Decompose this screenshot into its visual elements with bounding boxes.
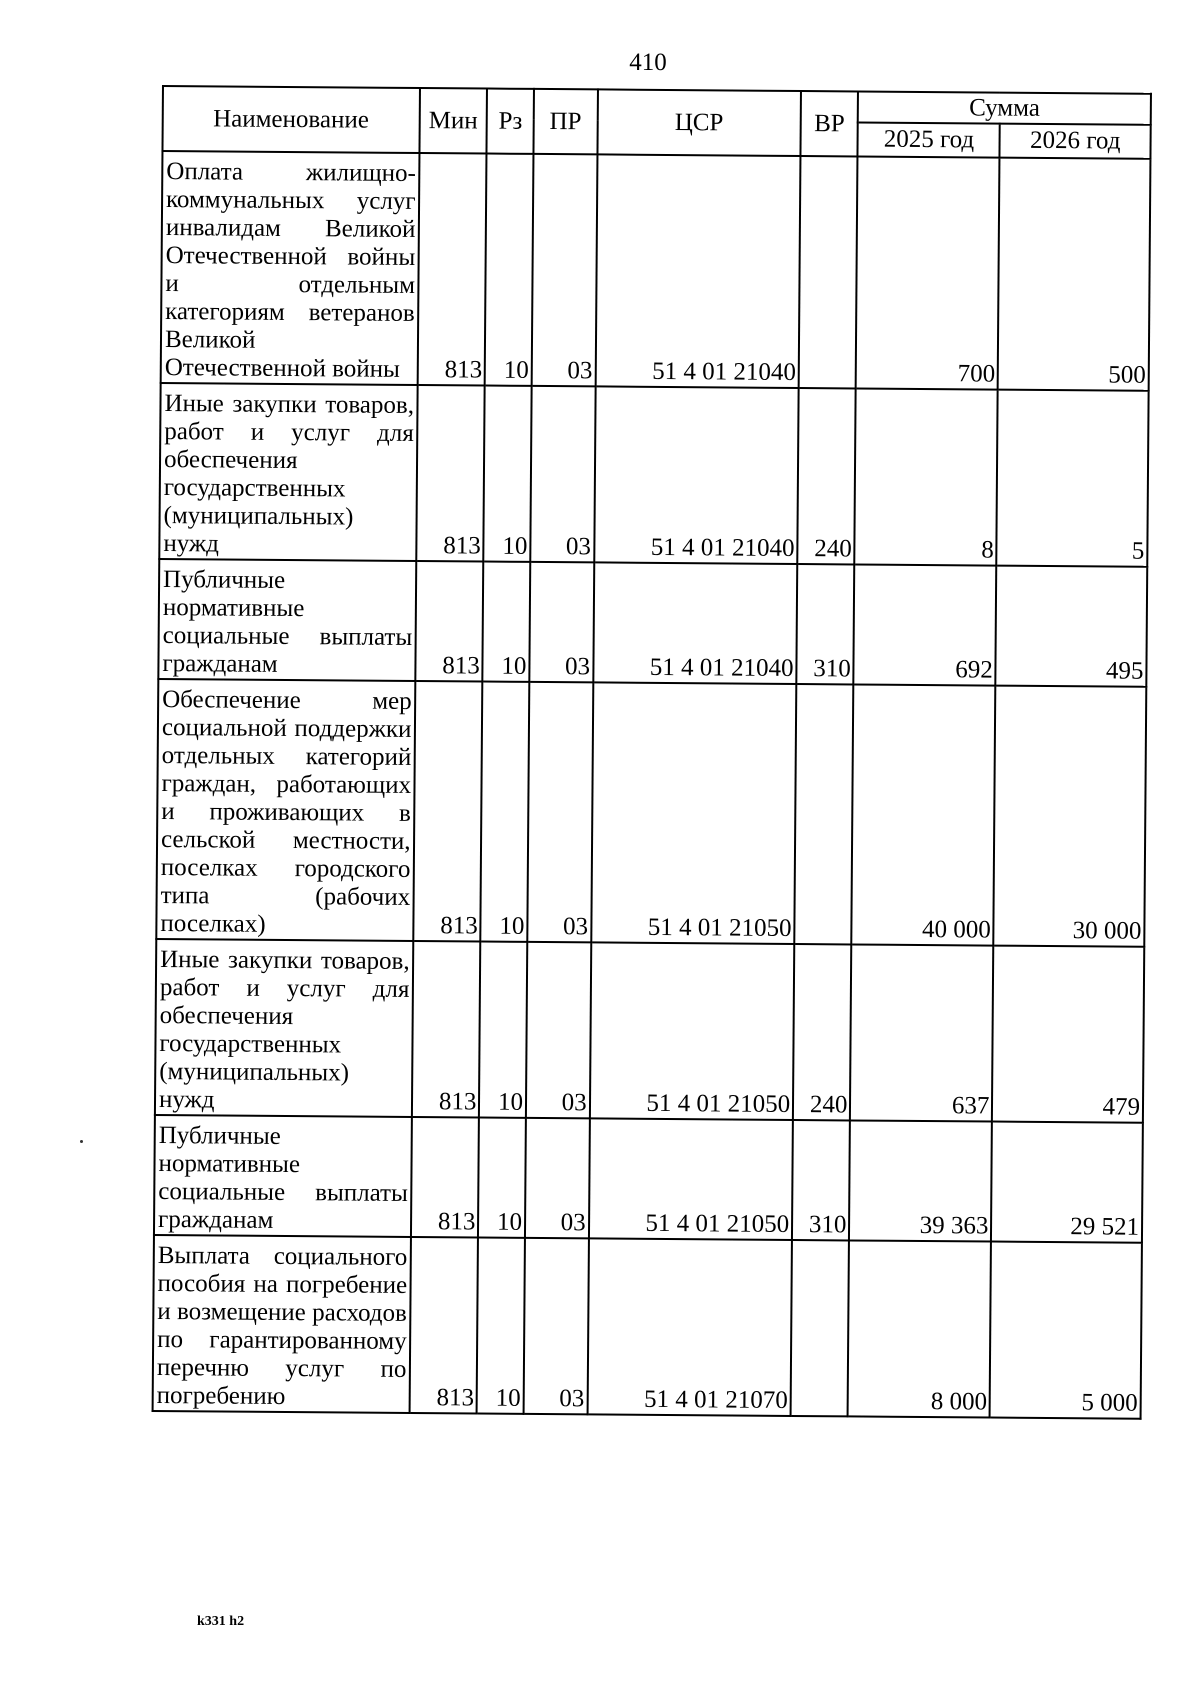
row-name: Выплата социального пособия на погребение и возмещение расходов по гарантированному перечню услуг по погребению xyxy=(153,1235,411,1413)
cell-2025: 700 xyxy=(856,156,1000,389)
budget-table xyxy=(152,85,1152,1420)
header-pr: ПР xyxy=(533,89,597,154)
cell-2026: 5 xyxy=(997,390,1149,567)
page-number: 410 xyxy=(629,49,667,76)
cell-pr: 03 xyxy=(530,386,595,562)
cell-vr xyxy=(799,156,858,388)
scan-speck xyxy=(80,1140,83,1143)
header-sum: Сумма xyxy=(858,91,1151,124)
row-name: Публичные нормативные социальные выплаты гражданам xyxy=(154,1115,411,1237)
table-row xyxy=(155,939,1144,1123)
cell-vr xyxy=(791,1240,850,1416)
cell-csr: 51 4 01 21050 xyxy=(589,1118,793,1240)
cell-min: 813 xyxy=(416,385,485,562)
cell-rz: 10 xyxy=(478,1118,526,1238)
cell-min: 813 xyxy=(409,1237,478,1414)
table-row xyxy=(158,559,1147,687)
cell-rz: 10 xyxy=(479,942,527,1118)
cell-2026: 500 xyxy=(998,158,1150,391)
row-name: Публичные нормативные социальные выплаты гражданам xyxy=(158,559,415,681)
header-2026: 2026 год xyxy=(1000,124,1151,159)
cell-2026: 495 xyxy=(996,566,1148,687)
cell-min: 813 xyxy=(417,153,487,386)
table-row xyxy=(153,1235,1142,1419)
cell-min: 813 xyxy=(410,1117,479,1238)
cell-2025: 8 xyxy=(855,388,998,565)
cell-rz: 10 xyxy=(481,682,530,942)
cell-rz: 10 xyxy=(485,154,533,386)
table-row xyxy=(161,151,1151,391)
cell-csr: 51 4 01 21050 xyxy=(590,942,795,1120)
row-name: Обеспечение мер социальной поддержки отдельных категорий граждан, работающих и проживающих в сельской местности, поселках городского типа (рабочих поселках) xyxy=(156,679,415,941)
cell-vr xyxy=(794,684,853,944)
cell-rz: 10 xyxy=(483,562,531,682)
table-row xyxy=(154,1115,1143,1243)
cell-2025: 40 000 xyxy=(852,684,996,945)
cell-2025: 39 363 xyxy=(849,1120,992,1241)
cell-pr: 03 xyxy=(525,1118,590,1238)
cell-pr: 03 xyxy=(526,942,591,1118)
cell-2025: 692 xyxy=(854,564,997,685)
table-row xyxy=(156,679,1146,947)
cell-csr: 51 4 01 21050 xyxy=(591,682,797,944)
row-name: Иные закупки товаров, работ и услуг для обеспечения государственных (муниципальных) нужд xyxy=(159,383,417,561)
cell-pr: 03 xyxy=(529,562,594,682)
cell-csr: 51 4 01 21040 xyxy=(594,386,799,564)
cell-2025: 637 xyxy=(850,944,993,1121)
header-2025: 2025 год xyxy=(858,122,1000,157)
cell-rz: 10 xyxy=(477,1238,525,1414)
row-name: Оплата жилищно-коммунальных услуг инвалидам Великой Отечественной войны и отдельным категориям ветеранов Великой Отечественной войны xyxy=(161,151,419,385)
cell-pr: 03 xyxy=(524,1238,589,1414)
cell-vr: 310 xyxy=(792,1120,850,1240)
header-rz: Рз xyxy=(487,89,534,154)
header-csr: ЦСР xyxy=(597,89,801,156)
table-row xyxy=(159,383,1148,567)
cell-pr: 03 xyxy=(532,154,597,386)
header-vr: ВР xyxy=(801,91,859,156)
cell-rz: 10 xyxy=(484,386,532,562)
header-min: Мин xyxy=(419,88,487,154)
cell-vr: 240 xyxy=(797,388,856,564)
cell-2026: 479 xyxy=(992,946,1144,1123)
header-name: Наименование xyxy=(162,86,419,153)
cell-2026: 29 521 xyxy=(991,1122,1143,1243)
cell-pr: 03 xyxy=(527,682,593,942)
cell-csr: 51 4 01 21040 xyxy=(595,154,800,388)
table-body xyxy=(153,151,1151,1419)
cell-2026: 30 000 xyxy=(994,686,1147,947)
cell-2026: 5 000 xyxy=(990,1242,1142,1419)
row-name: Иные закупки товаров, работ и услуг для обеспечения государственных (муниципальных) нужд xyxy=(155,939,413,1117)
cell-2025: 8 000 xyxy=(848,1240,991,1417)
cell-min: 813 xyxy=(413,681,483,942)
cell-vr: 310 xyxy=(796,564,854,684)
cell-csr: 51 4 01 21070 xyxy=(587,1238,792,1416)
cell-vr: 240 xyxy=(793,944,852,1120)
cell-min: 813 xyxy=(415,561,484,682)
footer-code: k331 h2 xyxy=(197,1614,245,1629)
cell-csr: 51 4 01 21040 xyxy=(593,562,797,684)
cell-min: 813 xyxy=(411,941,480,1118)
